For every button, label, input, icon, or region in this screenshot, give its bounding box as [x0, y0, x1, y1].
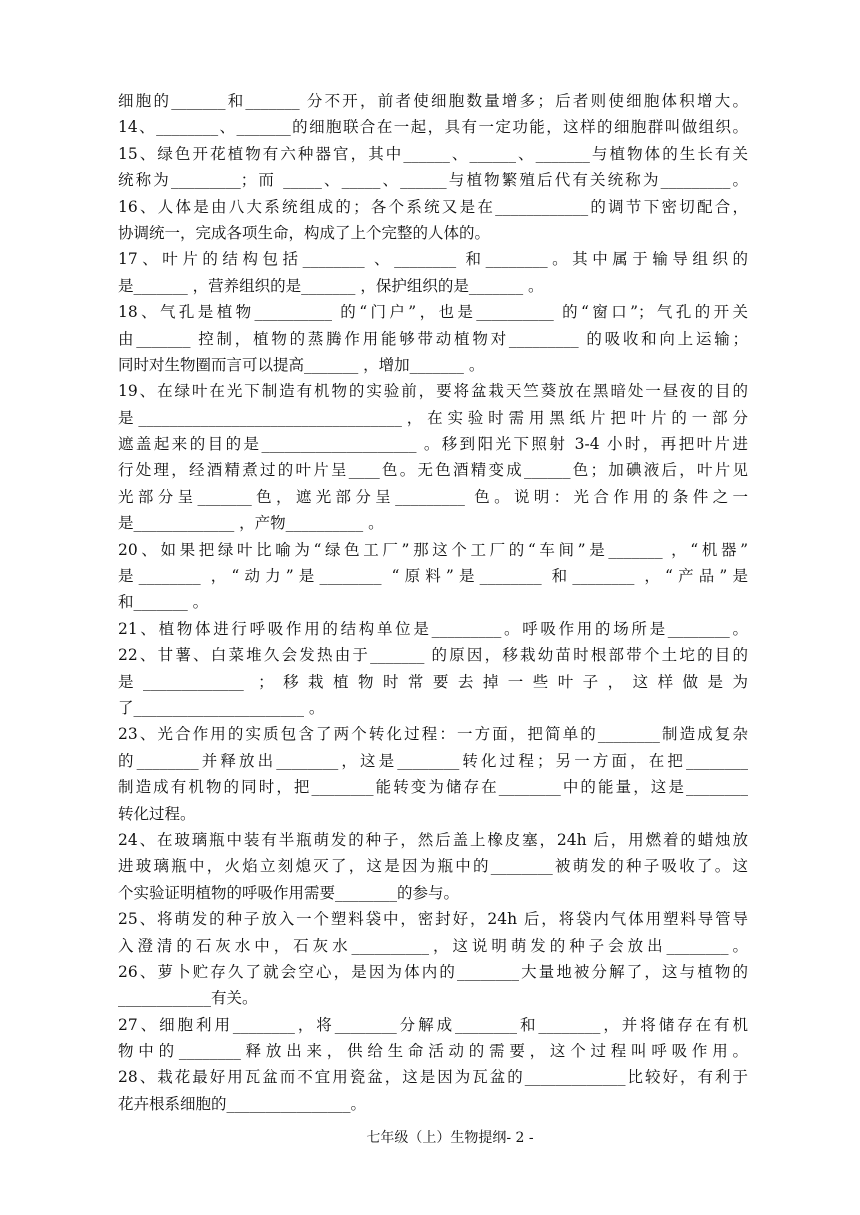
text-line: 24、在玻璃瓶中装有半瓶萌发的种子，然后盖上橡皮塞，24h 后，用燃着的蜡烛放	[118, 830, 748, 849]
text-line: 花卉根系细胞的________________。	[118, 1094, 367, 1113]
text-line: 20、如果把绿叶比喻为“绿色工厂”那这个工厂的“车间”是_______ ，“机器”	[118, 540, 748, 559]
text-line: 是_____________ ；移栽植物时常要去掉一些叶子，这样做是为	[118, 672, 748, 691]
text-line: 26、萝卜贮存久了就会空心，是因为体内的________大量地被分解了，这与植物的	[118, 962, 748, 981]
text-line: 是________ ，“动力”是________ “原料”是________ 和________ ，“产品”是	[118, 567, 748, 586]
text-line: 同时对生物圈而言可以提高_______ ，增加_______ 。	[118, 355, 485, 374]
text-line: 和_______ 。	[118, 593, 209, 612]
text-line: 进玻璃瓶中，火焰立刻熄灭了，这是因为瓶中的________被萌发的种子吸收了。这	[118, 857, 748, 876]
text-line: 16、人体是由八大系统组成的；各个系统又是在____________的调节下密切配合，	[118, 197, 748, 216]
text-line: 协调统一，完成各项生命，构成了上个完整的人体的。	[118, 223, 491, 242]
text-line: 19、在绿叶在光下制造有机物的实验前，要将盆栽天竺葵放在黑暗处一昼夜的目的	[118, 382, 748, 401]
text-line: 物中的________释放出来，供给生命活动的需要，这个过程叫呼吸作用。	[118, 1042, 748, 1061]
text-line: 个实验证明植物的呼吸作用需要________的参与。	[118, 883, 460, 902]
text-line: 光部分呈_______色，遮光部分呈_________ 色。说明：光合作用的条件之一	[118, 487, 748, 506]
text-line: 15、绿色开花植物有六种器官，其中______、______、_______与植物体的生长有关	[118, 144, 748, 163]
text-line: 17、叶片的结构包括________ 、________ 和________。其中属于输导组织的	[118, 250, 748, 269]
text-line: 统称为_________；而 _____、_____、______与植物繁殖后代有关统称为_________。	[118, 171, 748, 190]
text-line: 制造成有机物的同时，把________能转变为储存在________中的能量，这是________	[118, 778, 748, 797]
text-line: 由_______ 控制，植物的蒸腾作用能够带动植物对_________ 的吸收和向上运输；	[118, 329, 748, 348]
text-line: 14、________、_______的细胞联合在一起，具有一定功能，这样的细胞群叫做组织。	[118, 118, 748, 137]
text-line: 细胞的_______和_______ 分不开，前者使细胞数量增多；后者则使细胞体积增大。	[118, 92, 748, 110]
text-line: 25、将萌发的种子放入一个塑料袋中，密封好，24h 后，将袋内气体用塑料导管导	[118, 910, 748, 929]
text-line: 28、栽花最好用瓦盆而不宜用瓷盆，这是因为瓦盆的_____________比较好，有利于	[118, 1068, 748, 1087]
page-footer: 七年级（上）生物提纲- 2 -	[366, 1130, 534, 1146]
text-line: 行处理，经酒精煮过的叶片呈____色。无色酒精变成______色；加碘液后，叶片见	[118, 461, 748, 480]
text-line: ____________有关。	[118, 989, 258, 1008]
text-line: 转化过程。	[118, 804, 196, 823]
text-line: 的________并释放出________，这是________转化过程；另一方面，在把________	[118, 751, 748, 770]
text-line: 21、植物体进行呼吸作用的结构单位是_________。呼吸作用的场所是________。	[118, 619, 748, 638]
text-line: 是_____________ ，产物__________ 。	[118, 514, 384, 533]
text-line: 入澄清的石灰水中，石灰水__________，这说明萌发的种子会放出________。	[118, 936, 748, 955]
text-line: 23、光合作用的实质包含了两个转化过程：一方面，把简单的________制造成复杂	[118, 725, 748, 744]
text-line: 18、气孔是植物__________ 的“门户”，也是__________ 的“窗口”；气孔的开关	[118, 303, 748, 322]
text-line: 22、甘薯、白菜堆久会发热由于_______ 的原因，移栽幼苗时根部带个土坨的目的	[118, 646, 748, 665]
text-line: 了______________________ 。	[118, 698, 325, 717]
document-body	[118, 88, 748, 1117]
text-line: 是_______ ，营养组织的是_______ ，保护组织的是_______ 。	[118, 276, 544, 295]
text-line: 27、细胞利用________，将________分解成________和________，并将储存在有机	[118, 1015, 748, 1034]
text-line: 是__________________________________，在实验时需用黑纸片把叶片的一部分	[118, 408, 748, 427]
text-line: 遮盖起来的目的是____________________ 。移到阳光下照射 3-4 小时，再把叶片进	[118, 435, 748, 454]
